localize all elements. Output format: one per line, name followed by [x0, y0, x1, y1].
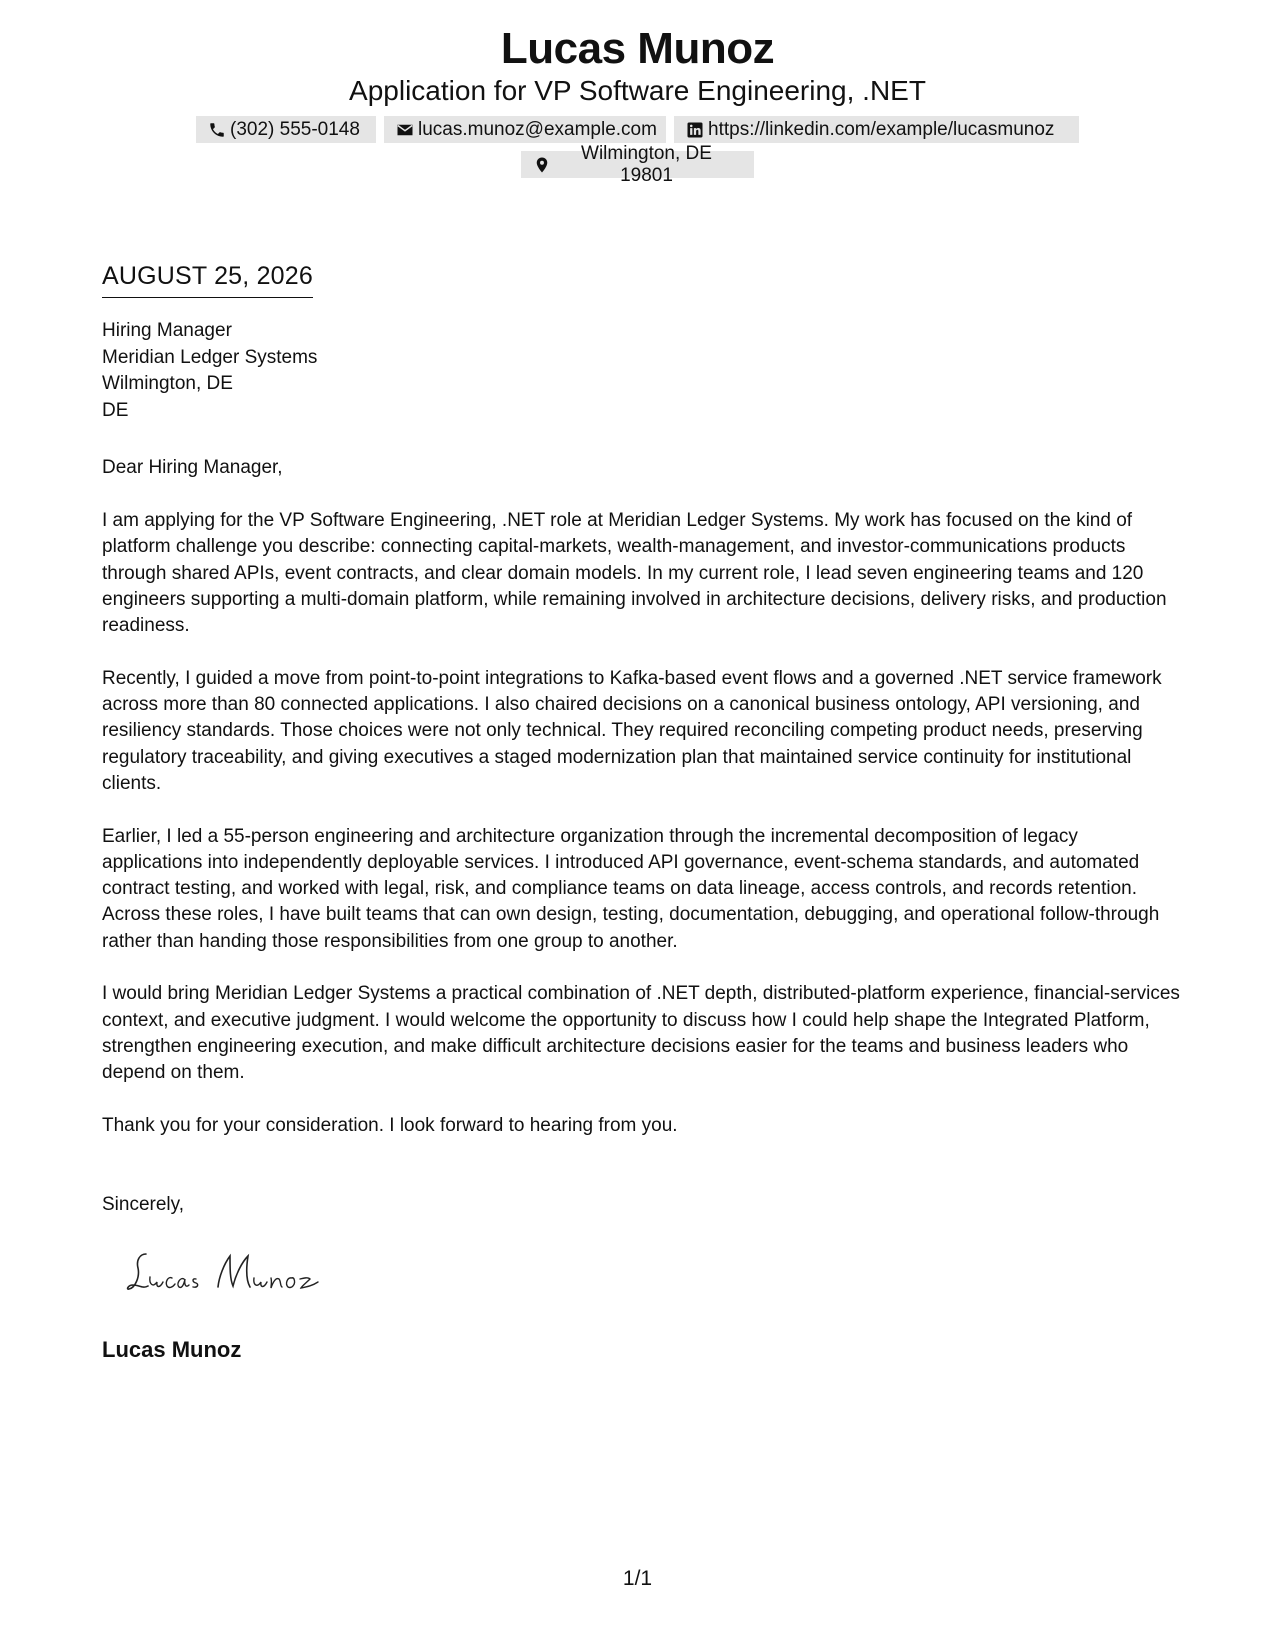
application-title: Application for VP Software Engineering, .NET [349, 75, 926, 106]
letter-header [0, 22, 1275, 186]
letter-body [102, 508, 1182, 1165]
email-chip[interactable] [384, 116, 666, 143]
linkedin-chip[interactable] [674, 116, 1079, 143]
map-pin-icon [533, 156, 551, 174]
body-paragraph: I am applying for the VP Software Engineering, .NET role at Meridian Ledger Systems. My work has focused on the kind of platform challenge you describe: connecting capital-markets, wealth-management, and investor-communications products through shared APIs, event contracts, and clear domain models. In my current role, I lead seven engineering teams and 120 engineers supporting a multi-domain platform, while remaining involved in architecture decisions, delivery risks, and production readiness. [102, 510, 1167, 637]
recipient-block [102, 318, 317, 424]
envelope-icon [396, 121, 414, 139]
linkedin-url: https://linkedin.com/example/lucasmunoz [708, 118, 1055, 140]
body-paragraph: Thank you for your consideration. I look forward to hearing from you. [102, 1114, 678, 1136]
linkedin-icon [686, 121, 704, 139]
signer-name: Lucas Munoz [102, 1337, 242, 1362]
recipient-line: DE [102, 399, 129, 421]
recipient-line: Meridian Ledger Systems [102, 346, 318, 368]
letter-date: AUGUST 25, 2026 [102, 261, 313, 298]
contact-row [0, 116, 1275, 143]
location-chip [521, 142, 754, 186]
body-paragraph: Earlier, I led a 55-person engineering and architecture organization through the incremental decomposition of legacy applications into independently deployable services. I introduced API governance, event-schema standards, and automated contract testing, and worked with legal, risk, and compliance teams on data lineage, access controls, and records retention. Across these roles, I have built teams that can own design, testing, documentation, debugging, and operational follow-through rather than handing those responsibilities from one group to another. [102, 825, 1160, 952]
phone-number: (302) 555-0148 [230, 118, 360, 140]
handwritten-signature [126, 1244, 346, 1298]
salutation: Dear Hiring Manager, [102, 457, 283, 478]
applicant-name: Lucas Munoz [500, 24, 775, 73]
phone-chip[interactable] [196, 116, 376, 143]
body-paragraph: Recently, I guided a move from point-to-point integrations to Kafka-based event flows and a governed .NET service framework across more than 80 connected applications. I also chaired decisions on a canonical business ontology, API versioning, and resiliency standards. Those choices were not only technical. They required reconciling competing product needs, preserving regulatory traceability, and giving executives a staged modernization plan that maintained service continuity for institutional clients. [102, 667, 1162, 794]
recipient-line: Wilmington, DE [102, 373, 233, 394]
page-number: 1/1 [622, 1567, 653, 1590]
email-address: lucas.munoz@example.com [418, 118, 657, 140]
closing: Sincerely, [102, 1194, 185, 1215]
recipient-line: Hiring Manager [102, 320, 232, 341]
location-row [0, 142, 1275, 186]
body-paragraph: I would bring Meridian Ledger Systems a practical combination of .NET depth, distributed-platform experience, financial-services context, and executive judgment. I would welcome the opportunity to discuss how I could help shape the Integrated Platform, strengthen engineering execution, and make difficult architecture decisions easier for the teams and business leaders who depend on them. [102, 983, 1180, 1084]
location-text: Wilmington, DE 19801 [581, 142, 712, 186]
phone-icon [208, 121, 226, 139]
